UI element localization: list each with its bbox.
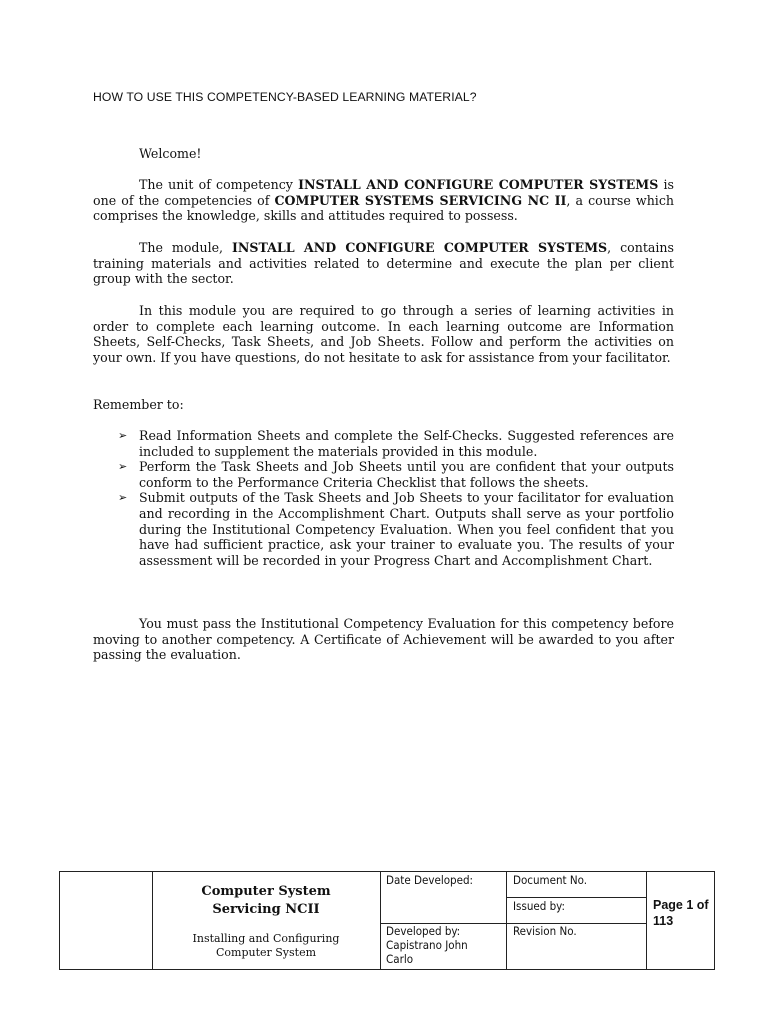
document-no-label: Document No.: [513, 873, 588, 887]
developed-by-label: Developed by:: [386, 924, 461, 938]
table-divider: [506, 897, 646, 898]
issued-by-label: Issued by:: [513, 899, 565, 913]
footer-table: [59, 871, 715, 970]
instruction-list: [118, 428, 674, 568]
list-item-text: Read Information Sheets and complete the Self-Checks. Suggested references are included to supplement the materials provided in this module.: [139, 428, 674, 459]
p1-text-a: The unit of competency: [139, 177, 299, 192]
course-title-line-2: Servicing NCII: [212, 902, 320, 917]
course-subtitle: [152, 932, 380, 960]
welcome-text: Welcome!: [139, 146, 202, 161]
course-title-line-1: Computer System: [201, 884, 331, 899]
p1-unit-name: INSTALL AND CONFIGURE COMPUTER SYSTEMS: [298, 177, 659, 192]
developed-by-cell: [386, 924, 468, 966]
page-number-line-1: Page 1 of: [653, 898, 709, 912]
table-divider: [646, 872, 647, 969]
list-item-text: Perform the Task Sheets and Job Sheets until you are confident that your outputs conform to the Performance Criteria Checklist that follows the sheets.: [139, 459, 674, 490]
course-subtitle-line-2: Computer System: [215, 946, 317, 959]
developer-name-line-1: Capistrano John: [386, 938, 468, 952]
p1-text-c: is one of the competencies of: [93, 177, 674, 208]
list-item-text: Submit outputs of the Task Sheets and Job Sheets to your facilitator for evaluation and recording in the Accomplishment Chart. Outputs shall serve as your portfolio during the Institutional Competency Evaluation. When you feel confident that you have had sufficient practice, ask your trainer to evaluate you. The results of your assessment will be recorded in your Progress Chart and Accomplishment Chart.: [139, 490, 674, 568]
page-number: [653, 897, 711, 929]
arrow-bullet-icon: ➢: [118, 460, 128, 474]
arrow-bullet-icon: ➢: [118, 491, 128, 505]
p2-module-name: INSTALL AND CONFIGURE COMPUTER SYSTEMS: [231, 240, 608, 255]
list-item: [118, 428, 674, 459]
paragraph-module: [93, 240, 674, 287]
p1-text-e: , a course which comprises the knowledge, skills and attitudes required to possess.: [93, 192, 674, 224]
course-title: [152, 883, 380, 919]
remember-label: Remember to:: [93, 397, 184, 412]
table-divider: [380, 872, 381, 969]
p2-text-a: The module,: [139, 240, 232, 255]
p2-text-c: , contains training materials and activities related to determine and execute the plan per client group with the sector.: [93, 240, 674, 287]
paragraph-unit-of-competency: [93, 177, 674, 224]
paragraph-evaluation: You must pass the Institutional Competency Evaluation for this competency before moving to another competency. A Certificate of Achievement will be awarded to you after passing the evaluation.: [93, 616, 674, 663]
arrow-bullet-icon: ➢: [118, 429, 128, 442]
table-divider: [506, 872, 507, 969]
paragraph-learning-activities: In this module you are required to go through a series of learning activities in order to complete each learning outcome. In each learning outcome are Information Sheets, Self-Checks, Task Sheets, and Job Sheets. Follow and perform the activities on your own. If you have questions, do not hesitate to ask for assistance from your facilitator.: [93, 303, 674, 365]
list-item: [118, 490, 674, 568]
page-number-line-2: 113: [653, 914, 674, 928]
p1-course-name: COMPUTER SYSTEMS SERVICING NC II: [274, 192, 567, 208]
list-item: [118, 459, 674, 490]
date-developed-label: Date Developed:: [386, 873, 474, 887]
page-heading: HOW TO USE THIS COMPETENCY-BASED LEARNING MATERIAL?: [93, 90, 477, 104]
course-subtitle-line-1: Installing and Configuring: [192, 932, 340, 945]
revision-no-label: Revision No.: [513, 924, 577, 938]
developer-name-line-2: Carlo: [386, 952, 414, 966]
